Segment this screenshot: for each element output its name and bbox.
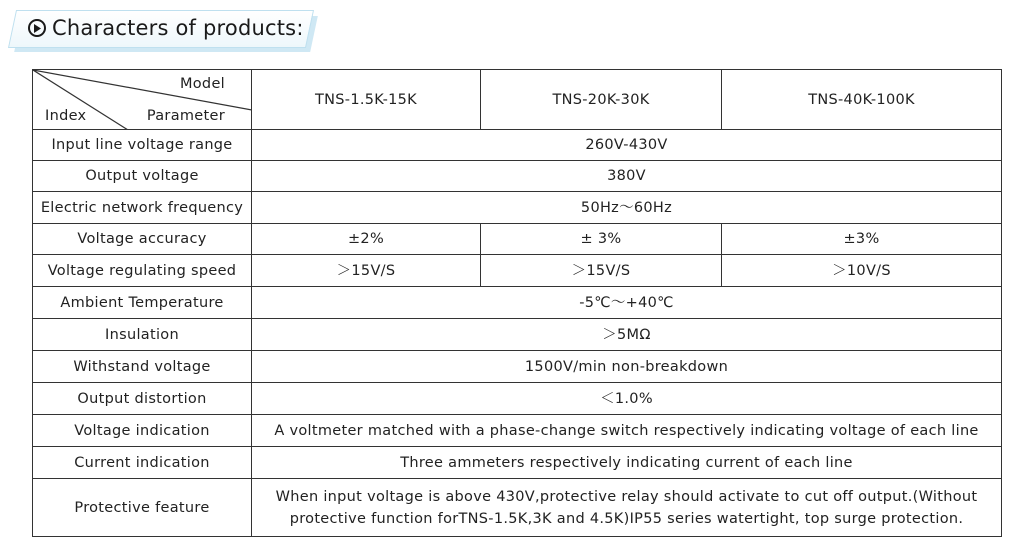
section-title: Characters of products:	[52, 16, 304, 40]
table-row	[33, 479, 1002, 537]
row-value: ± 3%	[481, 224, 722, 255]
row-label: Electric network frequency	[33, 192, 252, 224]
table-row	[33, 161, 1002, 192]
row-value: ±2%	[252, 224, 481, 255]
row-label: Insulation	[33, 319, 252, 351]
table-row	[33, 130, 1002, 161]
row-value: When input voltage is above 430V,protective relay should activate to cut off output.(Without protective function forTNS-1.5K,3K and 4.5K)IP55 series watertight, top surge protection.	[252, 479, 1002, 537]
row-label: Current indication	[33, 447, 252, 479]
table-row	[33, 351, 1002, 383]
row-label: Voltage indication	[33, 415, 252, 447]
table-row	[33, 287, 1002, 319]
row-value: ＞10V/S	[722, 255, 1002, 287]
section-banner	[12, 10, 320, 54]
row-value: -5℃～+40℃	[252, 287, 1002, 319]
table-row	[33, 447, 1002, 479]
header-model-label: Model	[179, 76, 225, 92]
table-row	[33, 415, 1002, 447]
header-parameter-label: Parameter	[146, 108, 225, 124]
row-value: Three ammeters respectively indicating current of each line	[252, 447, 1002, 479]
spec-table	[32, 69, 1002, 537]
row-value: ±3%	[722, 224, 1002, 255]
row-value: A voltmeter matched with a phase-change switch respectively indicating voltage of each line	[252, 415, 1002, 447]
model-header-cell: TNS-1.5K-15K	[252, 70, 481, 130]
row-value: 50Hz～60Hz	[252, 192, 1002, 224]
table-row	[33, 192, 1002, 224]
row-label: Voltage regulating speed	[33, 255, 252, 287]
row-label: Input line voltage range	[33, 130, 252, 161]
row-label: Protective feature	[33, 479, 252, 537]
play-circle-icon	[28, 19, 46, 37]
header-corner-cell	[33, 70, 252, 130]
row-value: ＜1.0%	[252, 383, 1002, 415]
row-value: 380V	[252, 161, 1002, 192]
row-label: Voltage accuracy	[33, 224, 252, 255]
row-label: Output voltage	[33, 161, 252, 192]
header-index-label: Index	[45, 108, 87, 124]
model-header-cell: TNS-40K-100K	[722, 70, 1002, 130]
row-label: Output distortion	[33, 383, 252, 415]
header-row	[33, 70, 1002, 130]
row-label: Withstand voltage	[33, 351, 252, 383]
model-header-cell: TNS-20K-30K	[481, 70, 722, 130]
row-value: 260V-430V	[252, 130, 1002, 161]
row-value: ＞15V/S	[252, 255, 481, 287]
banner-content	[28, 10, 304, 46]
row-value: 1500V/min non-breakdown	[252, 351, 1002, 383]
table-row	[33, 224, 1002, 255]
table-row	[33, 383, 1002, 415]
table-row	[33, 319, 1002, 351]
row-value: ＞5MΩ	[252, 319, 1002, 351]
row-label: Ambient Temperature	[33, 287, 252, 319]
row-value: ＞15V/S	[481, 255, 722, 287]
table-row	[33, 255, 1002, 287]
